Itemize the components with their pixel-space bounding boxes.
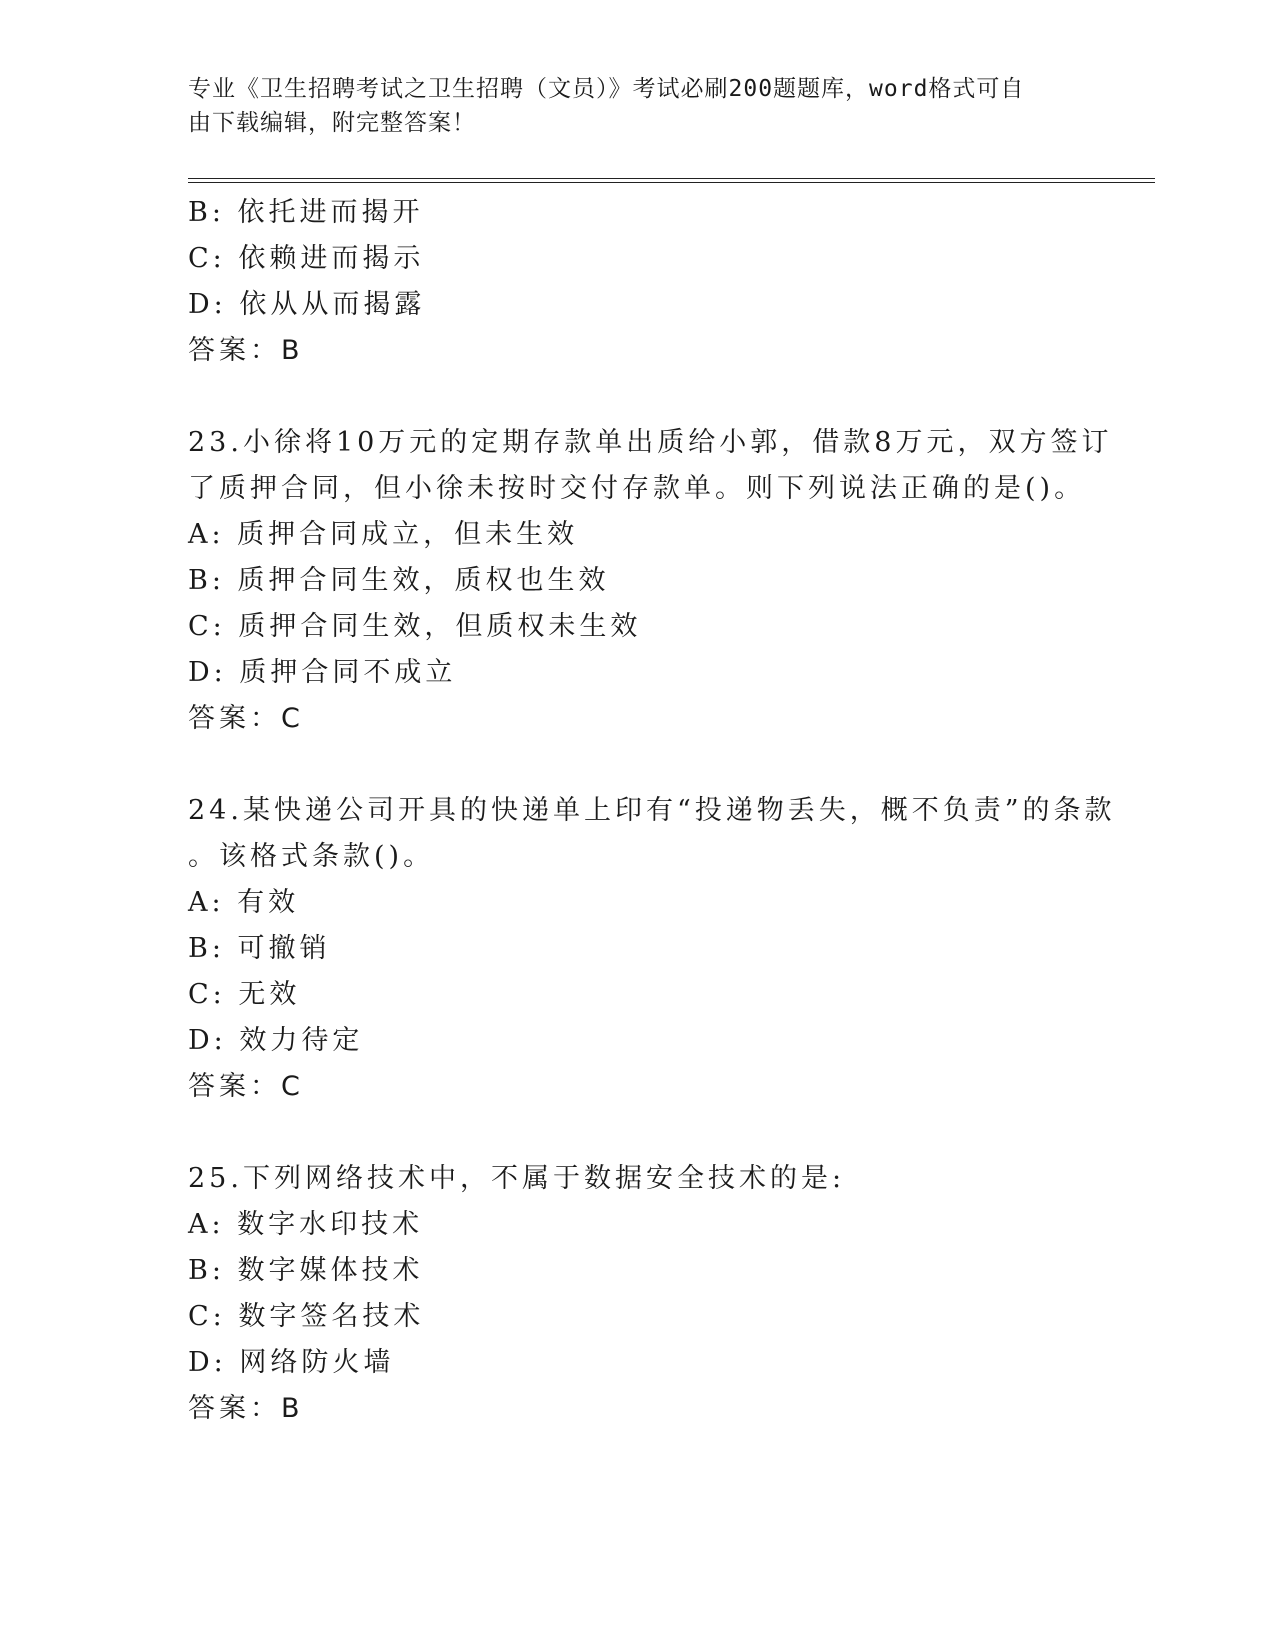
answer-line <box>188 696 1088 742</box>
header-line-1: 专业《卫生招聘考试之卫生招聘（文员）》考试必刷200题题库，word格式可自 <box>188 76 1025 102</box>
answer-value: B <box>281 1393 301 1424</box>
answer-value: C <box>281 703 301 734</box>
question-stem-line: 23.小徐将10万元的定期存款单出质给小郭，借款8万元，双方签订 <box>188 427 1113 458</box>
answer-label: 答案： <box>188 335 281 366</box>
option-d: D: 效力待定 <box>188 1025 364 1056</box>
spacer <box>188 742 1088 788</box>
option-d: D: 质押合同不成立 <box>188 657 457 688</box>
question-stem-line: 25.下列网络技术中，不属于数据安全技术的是: <box>188 1163 846 1194</box>
header-divider <box>188 178 1155 183</box>
option-d: D: 依从从而揭露 <box>188 289 426 320</box>
answer-label: 答案： <box>188 703 281 734</box>
question-23 <box>188 420 1113 742</box>
answer-label: 答案： <box>188 1071 281 1102</box>
option-b: B: 依托进而揭开 <box>188 197 424 228</box>
option-c: C: 数字签名技术 <box>188 1301 425 1332</box>
answer-line <box>188 328 1088 374</box>
answer-line <box>188 1064 1088 1110</box>
header-line-2: 由下载编辑，附完整答案！ <box>188 110 476 136</box>
answer-label: 答案： <box>188 1393 281 1424</box>
option-b: B: 可撤销 <box>188 933 331 964</box>
question-stem-line: 24.某快递公司开具的快递单上印有“投递物丢失，概不负责”的条款 <box>188 795 1116 826</box>
answer-line <box>188 1386 1088 1432</box>
spacer <box>188 1110 1088 1156</box>
option-b: B: 质押合同生效，质权也生效 <box>188 565 610 596</box>
option-c: C: 无效 <box>188 979 301 1010</box>
question-24 <box>188 788 1116 1110</box>
option-b: B: 数字媒体技术 <box>188 1255 424 1286</box>
answer-value: C <box>281 1071 301 1102</box>
option-a: A: 数字水印技术 <box>188 1209 424 1240</box>
document-body <box>188 190 1116 1432</box>
question-stem-line: 了质押合同，但小徐未按时交付存款单。则下列说法正确的是()。 <box>188 473 1086 504</box>
option-c: C: 依赖进而揭示 <box>188 243 425 274</box>
spacer <box>188 374 1088 420</box>
answer-value: B <box>281 335 301 366</box>
document-header <box>188 72 1088 140</box>
option-a: A: 有效 <box>188 887 300 918</box>
option-c: C: 质押合同生效，但质权未生效 <box>188 611 642 642</box>
option-d: D: 网络防火墙 <box>188 1347 395 1378</box>
question-stem-line: 。该格式条款()。 <box>188 841 435 872</box>
option-a: A: 质押合同成立，但未生效 <box>188 519 579 550</box>
question-25 <box>188 1156 1088 1432</box>
question-22-tail <box>188 190 1088 374</box>
